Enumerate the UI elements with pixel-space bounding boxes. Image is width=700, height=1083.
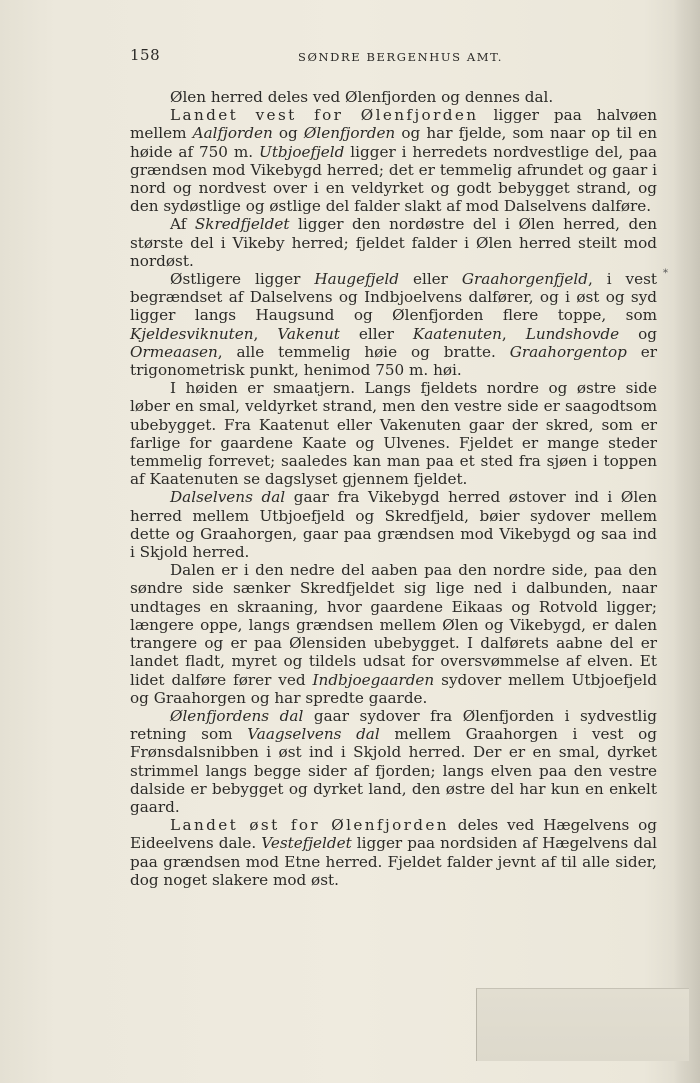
place-name: Ølenfjordens dal [170,706,304,725]
text-run: er trigonometrisk punkt, henimod 750 m. høi. [130,342,657,380]
archive-mount-frame [476,988,689,1061]
text-run: Dalen er i den nedre del aaben paa den nordre side, paa den søndre side sænker Skredfjeldet sig lige ned i dalbunden, naar undtages en skraaning, hvor gaardene Eikaas og Rotvold ligger; længere oppe, langs grændsen mellem Ølen og Vikebygd, er dalen trangere og er paa Ølensiden ubebygget. I dalførets aabne del er landet fladt, myret og tildels udsat for oversvømmelse af elven. Et lidet dalføre fører ved [130,561,657,689]
place-name: Kjeldesviknuten [130,324,254,343]
text-run: , i vest begrændset af Dalselvens og Indbjoelvens dalfører, og i øst og syd ligger langs Haugsund og Ølenfjorden flere toppe, som [130,270,657,325]
place-name: Utbjoefjeld [259,142,345,161]
place-name: Dalselvens dal [170,488,286,507]
text-run: sydover mellem Utbjoefjeld og Graahorgen og har spredte gaarde. [130,670,657,707]
page-edge-shadow [674,0,700,1083]
place-name: Skredfjeldet [194,215,290,234]
text-run: ligger den nordøstre del i Ølen herred, den største del i Vikeby herred; fjeldet falder i Ølen herred steilt mod nordøst. [130,215,657,270]
text-run: og [272,124,304,143]
text-run: gaar fra Vikebygd herred østover ind i Ølen herred mellem Utbjoefjeld og Skredfjeld, bøier sydover mellem dette og Graahorgen, gaar paa grændsen mod Vikebygd og saa ind i Skjold herred. [130,488,657,562]
running-title: SØNDRE BERGENHUS AMT. [298,50,504,64]
text-run: , [501,324,526,343]
spaced-heading: Landet øst for Ølenfjorden [170,816,449,835]
place-name: Vaagselvens dal [247,725,380,744]
place-name: Lundshovde [525,324,620,343]
text-run: Ølen herred deles ved Ølenfjorden og dennes dal. [170,88,554,106]
paragraph [130,488,657,561]
text-run: , alle temmelig høie og bratte. [217,342,510,361]
paragraph [130,816,657,889]
place-name: Kaatenuten [412,324,502,343]
text-run: I høiden er smaatjern. Langs fjeldets nordre og østre side løber en smal, veldyrket strand, men den vestre side er saagodtsom ubebygget. Fra Kaatenut eller Vakenuten gaar der skred, som er farlige for gaardene Kaate og Ulvenes. Fjeldet er mange steder temmelig forrevet; saaledes kan man paa et sted fra sjøen i toppen af Kaatenuten se dagslyset gjennem fjeldet. [130,379,657,489]
place-name: Aalfjorden [192,124,273,143]
paragraph [130,106,657,215]
page-number: 158 [130,46,161,64]
paragraph [130,707,657,816]
text-run: eller [339,324,413,343]
text-run: ligger paa halvøen mellem [130,106,657,143]
text-run: ligger paa nordsiden af Hægelvens dal paa grændsen mod Etne herred. Fjeldet falder jevnt af til alle sider, dog noget slakere mod øst. [130,834,658,889]
text-run: og har fjelde, som naar op til en høide af 750 m. [130,124,657,161]
paragraph [130,215,657,270]
place-name: Ormeaasen [130,342,218,361]
place-name: Vestefjeldet [261,834,352,853]
text-run: gaar sydover fra Ølenfjorden i sydvestlig retning som [130,706,657,744]
place-name: Graahorgenfjeld [461,270,588,289]
place-name: Ølenfjorden [303,124,396,143]
spaced-heading: Landet vest for Ølenfjorden [170,106,479,125]
place-name: Graahorgentop [509,342,627,361]
page-header [130,44,660,68]
text-run: Af [170,215,195,234]
paragraph [130,270,657,379]
text-run: , [253,324,278,343]
text-run: deles ved Hægelvens og Eideelvens dale. [130,816,657,853]
place-name: Indbjoegaarden [312,670,435,689]
paragraph [130,561,657,707]
paragraph [130,88,657,106]
paragraph [130,379,657,488]
place-name: Haugefjeld [314,270,400,289]
text-run: eller [399,270,462,289]
margin-mark: * [663,268,668,279]
place-name: Vakenut [277,324,340,343]
text-run: Østligere ligger [170,270,315,289]
text-run: og [619,324,658,343]
text-run: mellem Graahorgen i vest og Frønsdalsnibben i øst ind i Skjold herred. Der er en smal, dyrket strimmel langs begge sider af fjorden; langs elven paa den vestre dalside er bebygget og dyrket land, den østre del har kun en enkelt gaard. [130,725,657,816]
text-run: ligger i herredets nordvestlige del, paa grændsen mod Vikebygd herred; det er temmelig afrundet og gaar i nord og nordvest over i en veldyrket og godt bebygget strand, og den sydøstlige og østlige del falder slakt af mod Dalselvens dalføre. [130,142,657,216]
body-text [130,88,657,889]
